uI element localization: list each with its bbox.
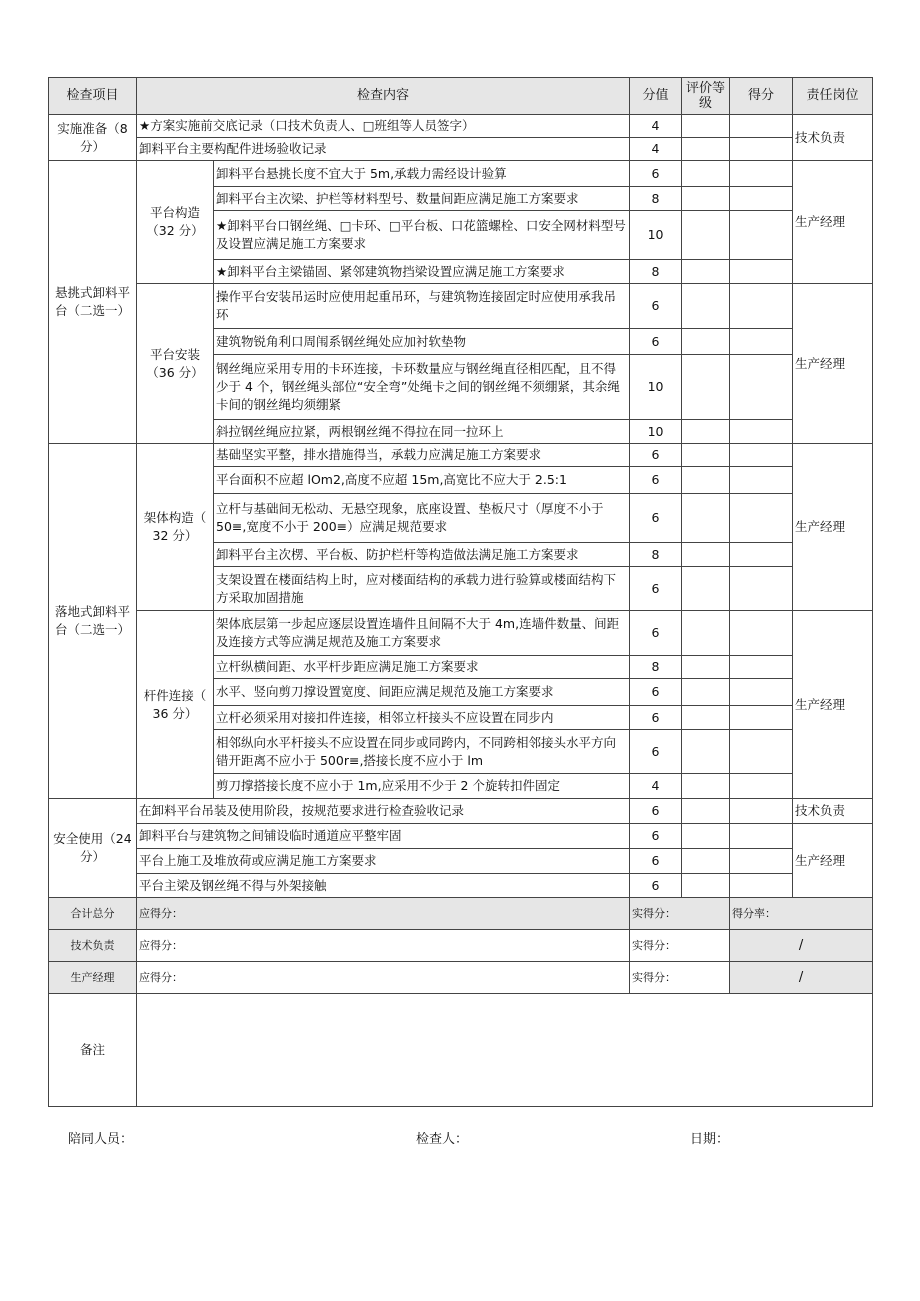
row-content: 立杆纵横间距、水平杆步距应满足施工方案要求 — [214, 656, 630, 679]
row-content: 在卸料平台吊装及使用阶段，按规范要求进行检查验收记录 — [137, 799, 630, 824]
grade-cell[interactable] — [682, 467, 730, 494]
grade-cell[interactable] — [682, 444, 730, 467]
row-content: 平台上施工及堆放荷或应满足施工方案要求 — [137, 849, 630, 874]
row-score: 6 — [630, 730, 682, 774]
row-content: ★卸料平台主梁锚固、紧邻建筑物挡梁设置应满足施工方案要求 — [214, 260, 630, 284]
got-cell[interactable] — [730, 138, 793, 161]
header-content: 检查内容 — [137, 78, 630, 115]
row-score: 8 — [630, 656, 682, 679]
table-row — [49, 138, 873, 161]
row-content: 架体底层第一步起应逐层设置连墙件且间隔不大于 4m,连墙件数量、间距及连接方式等应满足规范及施工方案要求 — [214, 611, 630, 656]
safety-duty-2: 生产经理 — [793, 824, 873, 898]
got-cell[interactable] — [730, 611, 793, 656]
summary-should[interactable]: 应得分： — [137, 930, 630, 962]
got-cell[interactable] — [730, 260, 793, 284]
row-score: 4 — [630, 115, 682, 138]
sub-frame-label — [137, 444, 214, 611]
row-score: 6 — [630, 706, 682, 730]
table-row — [49, 444, 873, 467]
row-content: 斜拉钢丝绳应拉紧，两根钢丝绳不得拉在同一拉环上 — [214, 420, 630, 444]
row-content: 立杆必须采用对接扣件连接，相邻立杆接头不应设置在同步内 — [214, 706, 630, 730]
row-score: 6 — [630, 444, 682, 467]
row-content: 操作平台安装吊运时应使用起重吊环，与建筑物连接固定时应使用承我吊环 — [214, 284, 630, 329]
table-row — [49, 799, 873, 824]
got-cell[interactable] — [730, 706, 793, 730]
summary-actual[interactable]: 实得分： — [630, 962, 730, 994]
footer-accompany: 陪同人员： — [68, 1132, 134, 1147]
section-cantilever-title: 悬挑式卸料平台（二选一） — [49, 161, 137, 444]
got-cell[interactable] — [730, 656, 793, 679]
row-score: 10 — [630, 211, 682, 260]
got-cell[interactable] — [730, 355, 793, 420]
got-cell[interactable] — [730, 161, 793, 187]
row-score: 8 — [630, 260, 682, 284]
grade-cell[interactable] — [682, 774, 730, 799]
summary-row — [49, 930, 873, 962]
got-cell[interactable] — [730, 494, 793, 543]
summary-label: 生产经理 — [49, 962, 137, 994]
grade-cell[interactable] — [682, 611, 730, 656]
grade-cell[interactable] — [682, 799, 730, 824]
table-row — [49, 849, 873, 874]
install-duty: 生产经理 — [793, 284, 873, 444]
grade-cell[interactable] — [682, 874, 730, 898]
sub-rod-title: 杆件连接（ — [143, 687, 207, 703]
summary-should[interactable]: 应得分： — [137, 898, 630, 930]
row-content: 剪刀撑搭接长度不应小于 1m,应采用不少于 2 个旋转扣件固定 — [214, 774, 630, 799]
grade-cell[interactable] — [682, 543, 730, 567]
sub-rod-points: 36 分） — [152, 705, 198, 721]
summary-should[interactable]: 应得分： — [137, 962, 630, 994]
got-cell[interactable] — [730, 730, 793, 774]
got-cell[interactable] — [730, 543, 793, 567]
structure-duty: 生产经理 — [793, 161, 873, 284]
sub-structure-label — [137, 161, 214, 284]
header-got: 得分 — [730, 78, 793, 115]
grade-cell[interactable] — [682, 824, 730, 849]
grade-cell[interactable] — [682, 420, 730, 444]
table-row — [49, 824, 873, 849]
section-safety-title: 安全使用（24分） — [49, 799, 137, 898]
summary-rate[interactable]: 得分率： — [730, 898, 873, 930]
got-cell[interactable] — [730, 115, 793, 138]
row-content: 基础坚实平整，排水措施得当，承载力应满足施工方案要求 — [214, 444, 630, 467]
remarks-row — [49, 994, 873, 1107]
table-row — [49, 161, 873, 187]
grade-cell[interactable] — [682, 138, 730, 161]
header-score: 分值 — [630, 78, 682, 115]
grade-cell[interactable] — [682, 260, 730, 284]
row-score: 6 — [630, 849, 682, 874]
inspection-sheet — [48, 77, 872, 1107]
got-cell[interactable] — [730, 874, 793, 898]
sub-install-label — [137, 284, 214, 444]
grade-cell[interactable] — [682, 161, 730, 187]
got-cell[interactable] — [730, 187, 793, 211]
inspection-table — [48, 77, 873, 1107]
row-content: ★卸料平台口钢丝绳、□卡环、□平台板、口花篮螺栓、口安全网材料型号及设置应满足施工方案要求 — [214, 211, 630, 260]
grade-cell[interactable] — [682, 187, 730, 211]
row-content: 卸料平台主要构配件进场验收记录 — [137, 138, 630, 161]
grade-cell[interactable] — [682, 494, 730, 543]
footer-inspector: 检查人： — [416, 1132, 469, 1147]
row-score: 4 — [630, 138, 682, 161]
header-item: 检查项目 — [49, 78, 137, 115]
row-score: 6 — [630, 161, 682, 187]
header-duty: 责任岗位 — [793, 78, 873, 115]
got-cell[interactable] — [730, 467, 793, 494]
summary-actual[interactable]: 实得分： — [630, 930, 730, 962]
row-content: 平台主梁及钢丝绳不得与外架接触 — [137, 874, 630, 898]
row-score: 6 — [630, 679, 682, 706]
row-content: 卸料平台悬挑长度不宜大于 5m,承载力需经设计验算 — [214, 161, 630, 187]
safety-duty-1: 技术负责 — [793, 799, 873, 824]
section-prep-title: 实施准备（8分） — [49, 115, 137, 161]
got-cell[interactable] — [730, 284, 793, 329]
grade-cell[interactable] — [682, 329, 730, 355]
row-content: 立杆与基础间无松动、无悬空现象，底座设置、垫板尺寸（厚度不小于 50≡,宽度不小于 200≡）应满足规范要求 — [214, 494, 630, 543]
table-row — [49, 284, 873, 329]
row-score: 6 — [630, 284, 682, 329]
got-cell[interactable] — [730, 420, 793, 444]
grade-cell[interactable] — [682, 115, 730, 138]
summary-rate: / — [730, 930, 873, 962]
grade-cell[interactable] — [682, 284, 730, 329]
summary-actual[interactable]: 实得分： — [630, 898, 730, 930]
row-score: 4 — [630, 774, 682, 799]
row-content: 平台面积不应超 lOm2,高度不应超 15m,高宽比不应大于 2.5:1 — [214, 467, 630, 494]
got-cell[interactable] — [730, 679, 793, 706]
sub-frame-points: 32 分） — [152, 528, 198, 543]
got-cell[interactable] — [730, 849, 793, 874]
got-cell[interactable] — [730, 567, 793, 611]
summary-label: 合计总分 — [49, 898, 137, 930]
row-score: 10 — [630, 355, 682, 420]
table-row — [49, 115, 873, 138]
row-score: 6 — [630, 494, 682, 543]
frame-duty: 生产经理 — [793, 444, 873, 611]
header-grade: 评价等级 — [682, 78, 730, 115]
row-content: 建筑物锐角利口周闱系钢丝绳处应加衬软垫物 — [214, 329, 630, 355]
sub-structure-points: （32 分） — [146, 223, 204, 238]
remarks-label: 备注 — [49, 994, 137, 1107]
row-score: 6 — [630, 611, 682, 656]
row-content: 水平、竖向剪刀撑设置宽度、间距应满足规范及施工方案要求 — [214, 679, 630, 706]
row-score: 6 — [630, 467, 682, 494]
prep-duty: 技术负责 — [793, 115, 873, 161]
row-content: 相邻纵向水平杆接头不应设置在同步或同跨内，不同跨相邻接头水平方向错开距离不应小于 500r≡,搭接长度不应小于 lm — [214, 730, 630, 774]
row-content: 卸料平台主次楞、平台板、防护栏杆等构造做法满足施工方案要求 — [214, 543, 630, 567]
grade-cell[interactable] — [682, 656, 730, 679]
got-cell[interactable] — [730, 329, 793, 355]
table-header — [49, 78, 873, 115]
row-content: 钢丝绳应采用专用的卡环连接，卡环数量应与钢丝绳直径相匹配，且不得少于 4 个，钢丝绳头部位“安全弯”处绳卡之间的钢丝绳不须绷紧，其余绳卡间的钢丝绳均须绷紧 — [214, 355, 630, 420]
sub-structure-title: 平台构造 — [149, 205, 200, 220]
got-cell[interactable] — [730, 799, 793, 824]
grade-cell[interactable] — [682, 706, 730, 730]
row-score: 8 — [630, 187, 682, 211]
got-cell[interactable] — [730, 444, 793, 467]
got-cell[interactable] — [730, 824, 793, 849]
grade-cell[interactable] — [682, 355, 730, 420]
sub-install-title: 平台安装 — [149, 346, 200, 362]
grade-cell[interactable] — [682, 567, 730, 611]
grade-cell[interactable] — [682, 849, 730, 874]
row-content: 支架设置在楼面结构上时，应对楼面结构的承载力进行验算或楼面结构下方采取加固措施 — [214, 567, 630, 611]
signature-footer — [0, 1128, 920, 1148]
summary-rate: / — [730, 962, 873, 994]
summary-label: 技术负责 — [49, 930, 137, 962]
row-score: 6 — [630, 874, 682, 898]
row-score: 6 — [630, 824, 682, 849]
footer-date: 日期： — [690, 1132, 730, 1147]
row-content: ★方案实施前交底记录（口技术负责人、□班组等人员签字） — [137, 115, 630, 138]
row-content: 卸料平台与建筑物之间铺设临时通道应平整牢固 — [137, 824, 630, 849]
row-score: 10 — [630, 420, 682, 444]
grade-cell[interactable] — [682, 730, 730, 774]
remarks-input[interactable] — [137, 994, 873, 1107]
section-floor-title: 落地式卸料平台（二选一） — [49, 444, 137, 799]
summary-row — [49, 898, 873, 930]
row-score: 8 — [630, 543, 682, 567]
got-cell[interactable] — [730, 774, 793, 799]
rod-duty: 生产经理 — [793, 611, 873, 799]
grade-cell[interactable] — [682, 211, 730, 260]
row-score: 6 — [630, 567, 682, 611]
sub-frame-title: 架体构造（ — [143, 510, 207, 525]
row-score: 6 — [630, 329, 682, 355]
sub-install-points: （36 分） — [146, 364, 204, 380]
row-content: 卸料平台主次梁、护栏等材料型号、数量间距应满足施工方案要求 — [214, 187, 630, 211]
row-score: 6 — [630, 799, 682, 824]
summary-row — [49, 962, 873, 994]
got-cell[interactable] — [730, 211, 793, 260]
grade-cell[interactable] — [682, 679, 730, 706]
table-row — [49, 874, 873, 898]
sub-rod-label — [137, 611, 214, 799]
table-row — [49, 611, 873, 656]
